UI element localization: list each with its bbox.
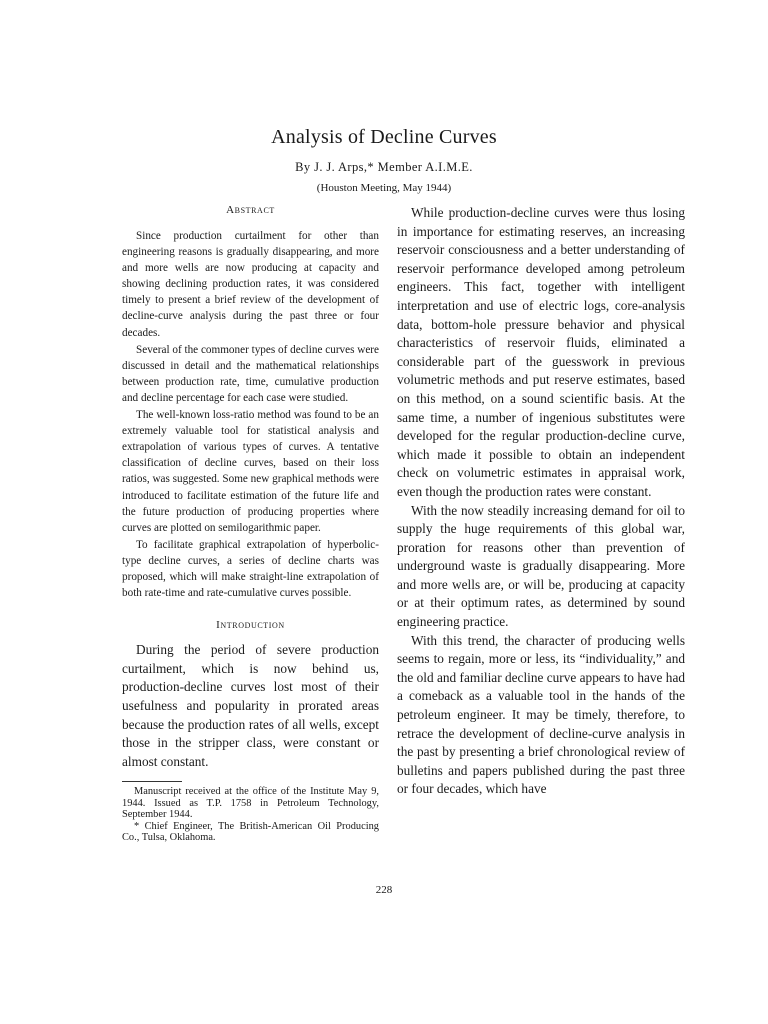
left-column: [122, 204, 379, 844]
paper-title: Analysis of Decline Curves: [271, 126, 497, 148]
body-paragraph: While production-decline curves were thus losing in importance for estimating reserves, an increasing reservoir consciousness and a better understanding of reservoir performance developed among petroleum engineers. This fact, together with intelligent interpretation and use of electric logs, core-analysis data, bottom-hole pressure behavior and physical characteristics of reservoir fluids, eliminated a considerable part of the guesswork in previous volumetric methods and put reserve estimates, based on this method, on a sound scientific basis. At the same time, a number of ingenious substitutes were developed for the regular production-decline curve, which made it possible to obtain an independent check on volumetric estimates in appraisal work, even though the production rates were constant.: [397, 205, 685, 499]
abstract-paragraph: The well-known loss-ratio method was found to be an extremely valuable tool for statistical analysis and extrapolation of various types of curves. A tentative classification of decline curves, based on their loss ratios, was suggested. Some new graphical methods were introduced to facilitate estimation of the future life and the future production of producing properties where curves are plotted on semilogarithmic paper.: [122, 409, 379, 534]
abstract-paragraph: To facilitate graphical extrapolation of hyperbolic-type decline curves, a series of decline charts was proposed, which will make straight-line extrapolation of both rate-time and rate-cumulative curves possible.: [122, 538, 379, 600]
footnote-divider: [122, 781, 182, 782]
author-byline: By J. J. Arps,* Member A.I.M.E.: [295, 160, 473, 174]
body-paragraph: With this trend, the character of producing wells seems to regain, more or less, its “individuality,” and the old and familiar decline curve appears to have had a comeback as a valuable tool in the hands of the petroleum engineer. It may be timely, therefore, to retrace the development of decline-curve analysis in the past by presenting a brief chronological review of bulletins and papers published during the past three or four decades, which have: [397, 632, 685, 797]
footnote-manuscript: Manuscript received at the office of the Institute May 9, 1944. Issued as T.P. 1758 in Petroleum Technology, September 1944.: [122, 786, 379, 821]
right-column: [397, 204, 685, 799]
abstract-heading: Abstract: [226, 204, 275, 216]
introduction-section: [122, 619, 379, 771]
abstract-paragraph: Since production curtailment for other than engineering reasons is gradually disappearing, and more and more wells are now producing at capacity and showing declining production rates, it was considered timely to present a brief review of the development of decline-curve analysis during the past three or four decades.: [122, 230, 379, 339]
footnote-author: * Chief Engineer, The British-American Oil Producing Co., Tulsa, Oklahoma.: [122, 820, 379, 844]
body-paragraph: With the now steadily increasing demand for oil to supply the huge requirements of this global war, proration for reasons other than prevention of underground waste is gradually disappearing. More and more wells are, or will be, producing at capacity or at their optimum rates, as determined by sound engineering practice.: [397, 502, 685, 630]
abstract-section: [122, 204, 379, 601]
meeting-note: (Houston Meeting, May 1944): [316, 182, 452, 194]
abstract-paragraph: Several of the commoner types of decline curves were discussed in detail and the mathematical relationships between production rate, time, cumulative production and decline percentage for each case were studied.: [122, 343, 379, 404]
introduction-heading: Introduction: [216, 619, 285, 632]
footnotes: [122, 786, 379, 844]
introduction-paragraph: During the period of severe production curtailment, which is now behind us, production-decline curves lost most of their usefulness and popularity in prorated areas because the production rates of all wells, except those in the stripper class, were constant or almost constant.: [122, 642, 379, 769]
page-number: 228: [375, 884, 393, 896]
